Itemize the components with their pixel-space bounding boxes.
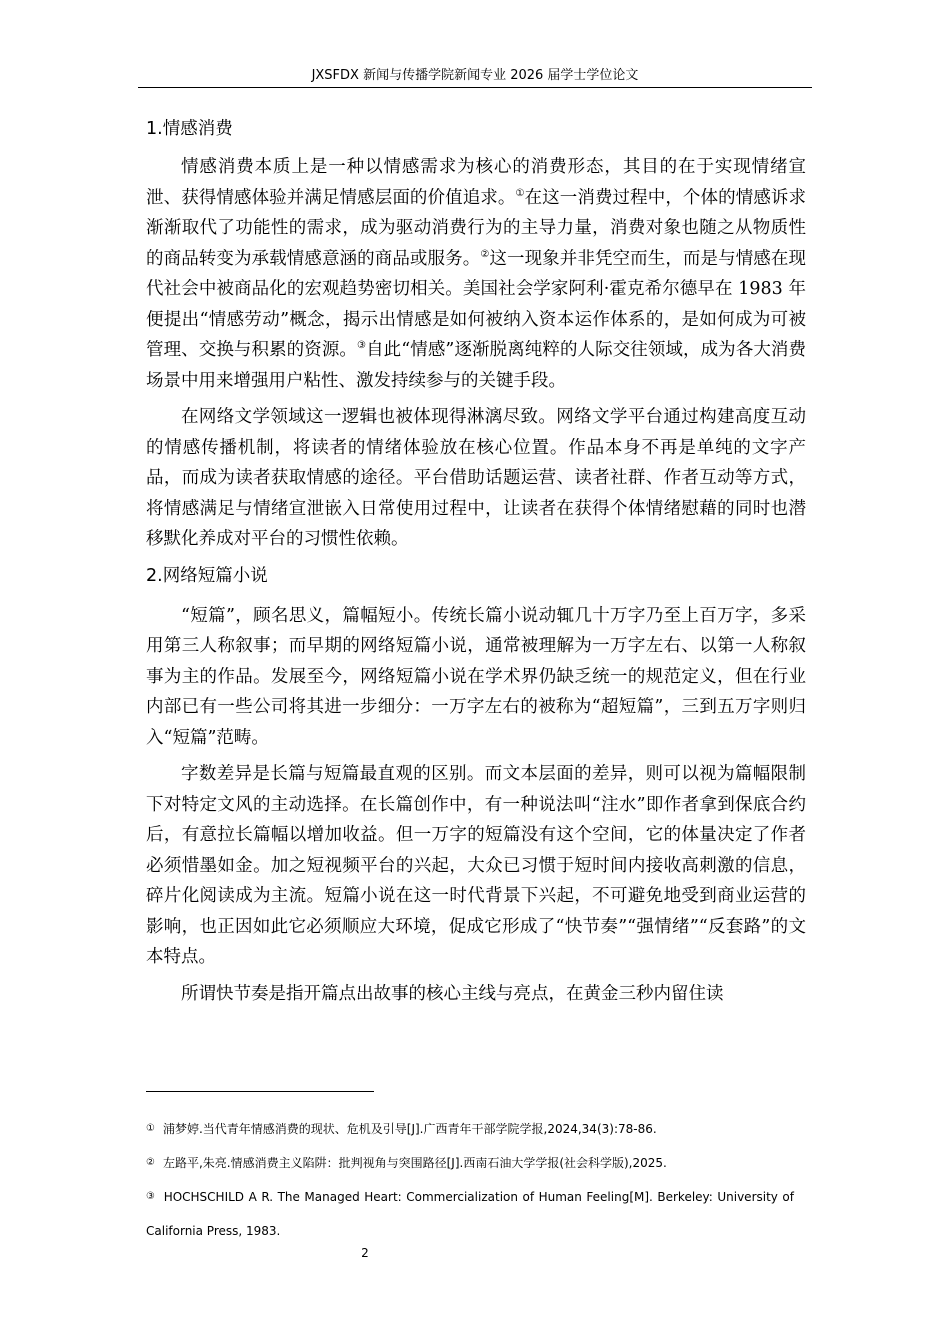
body-text — [146, 114, 806, 1015]
footnote-3 — [146, 1180, 794, 1248]
footnote-2 — [146, 1146, 794, 1180]
section-title-1: 1.情感消费 — [146, 119, 233, 139]
section-title-2: 2.网络短篇小说 — [146, 565, 268, 586]
running-header: JXSFDX 新闻与传播学院新闻专业 2026 届学士学位论文 — [138, 66, 812, 88]
footnote-1 — [146, 1112, 794, 1146]
footnote-ref-1[interactable]: ① — [515, 187, 525, 199]
paragraph-1 — [146, 152, 806, 396]
paragraph-5: 所谓快节奏是指开篇点出故事的核心主线与亮点，在黄金三秒内留住读 — [181, 983, 724, 1004]
footnote-separator — [146, 1091, 374, 1092]
paragraph-2: 在网络文学领域这一逻辑也被体现得淋漓尽致。网络文学平台通过构建高度互动的情感传播机制，将读者的情绪体验放在核心位置。作品本身不再是单纯的文字产品，而成为读者获取情感的途径。平台借助话题运营、读者社群、作者互动等方式，将情感满足与情绪宣泄嵌入日常使用过程中，让读者在获得个体情绪慰藉的同时也潜移默化养成对平台的习惯性依赖。 — [146, 407, 806, 549]
footnote-mark: ① — [146, 1123, 155, 1134]
footnote-ref-2[interactable]: ② — [480, 248, 490, 260]
footnotes — [146, 1112, 794, 1248]
para-1-text-c: 这一现象并非凭空而生，而是与情感在现代社会中被商品化的宏观趋势密切相关。美国社会学家阿利·霍克希尔德早在 1983 年便提出“情感劳动”概念，揭示出情感是如何被纳入资本运作体系的，是如何成为可被管理、交换与积累的资源。 — [146, 248, 806, 360]
page-number: 2 — [361, 1246, 369, 1260]
para-1-text-d: 自此“情感”逐渐脱离纯粹的人际交往领域，成为各大消费场景中用来增强用户粘性、激发持续参与的关键手段。 — [146, 340, 807, 391]
para-1-text-a: 情感消费本质上是一种以情感需求为核心的消费形态，其目的在于实现情绪宣泄、获得情感体验并满足情感层面的价值追求。 — [146, 157, 806, 208]
footnote-text: HOCHSCHILD A R. The Managed Heart: Commercialization of Human Feeling[M]. Berkeley: University of California Press, 1983. — [146, 1190, 794, 1238]
paragraph-4: 字数差异是长篇与短篇最直观的区别。而文本层面的差异，则可以视为篇幅限制下对特定文风的主动选择。在长篇创作中，有一种说法叫“注水”即作者拿到保底合约后，有意拉长篇幅以增加收益。但一万字的短篇没有这个空间，它的体量决定了作者必须惜墨如金。加之短视频平台的兴起，大众已习惯于短时间内接收高刺激的信息，碎片化阅读成为主流。短篇小说在这一时代背景下兴起，不可避免地受到商业运营的影响，也正因如此它必须顺应大环境，促成它形成了“快节奏”“强情绪”“反套路”的文本特点。 — [146, 764, 806, 967]
footnote-ref-3[interactable]: ③ — [357, 340, 367, 351]
footnote-text: 浦梦婷.当代青年情感消费的现状、危机及引导[J].广西青年干部学院学报,2024,34(3):78-86. — [162, 1122, 657, 1136]
footnote-text: 左路平,朱亮.情感消费主义陷阱：批判视角与突围路径[J].西南石油大学学报(社会科学版),2025. — [162, 1156, 667, 1170]
footnote-mark: ② — [146, 1157, 155, 1168]
para-1-text-b: 在这一消费过程中，个体的情感诉求渐渐取代了功能性的需求，成为驱动消费行为的主导力量，消费对象也随之从物质性的商品转变为承载情感意涵的商品或服务。 — [146, 187, 807, 269]
paragraph-3: “短篇”，顾名思义，篇幅短小。传统长篇小说动辄几十万字乃至上百万字，多采用第三人称叙事；而早期的网络短篇小说，通常被理解为一万字左右、以第一人称叙事为主的作品。发展至今，网络短篇小说在学术界仍缺乏统一的规范定义，但在行业内部已有一些公司将其进一步细分：一万字左右的被称为“超短篇”，三到五万字则归入“短篇”范畴。 — [146, 605, 806, 748]
footnote-mark: ③ — [146, 1191, 156, 1202]
